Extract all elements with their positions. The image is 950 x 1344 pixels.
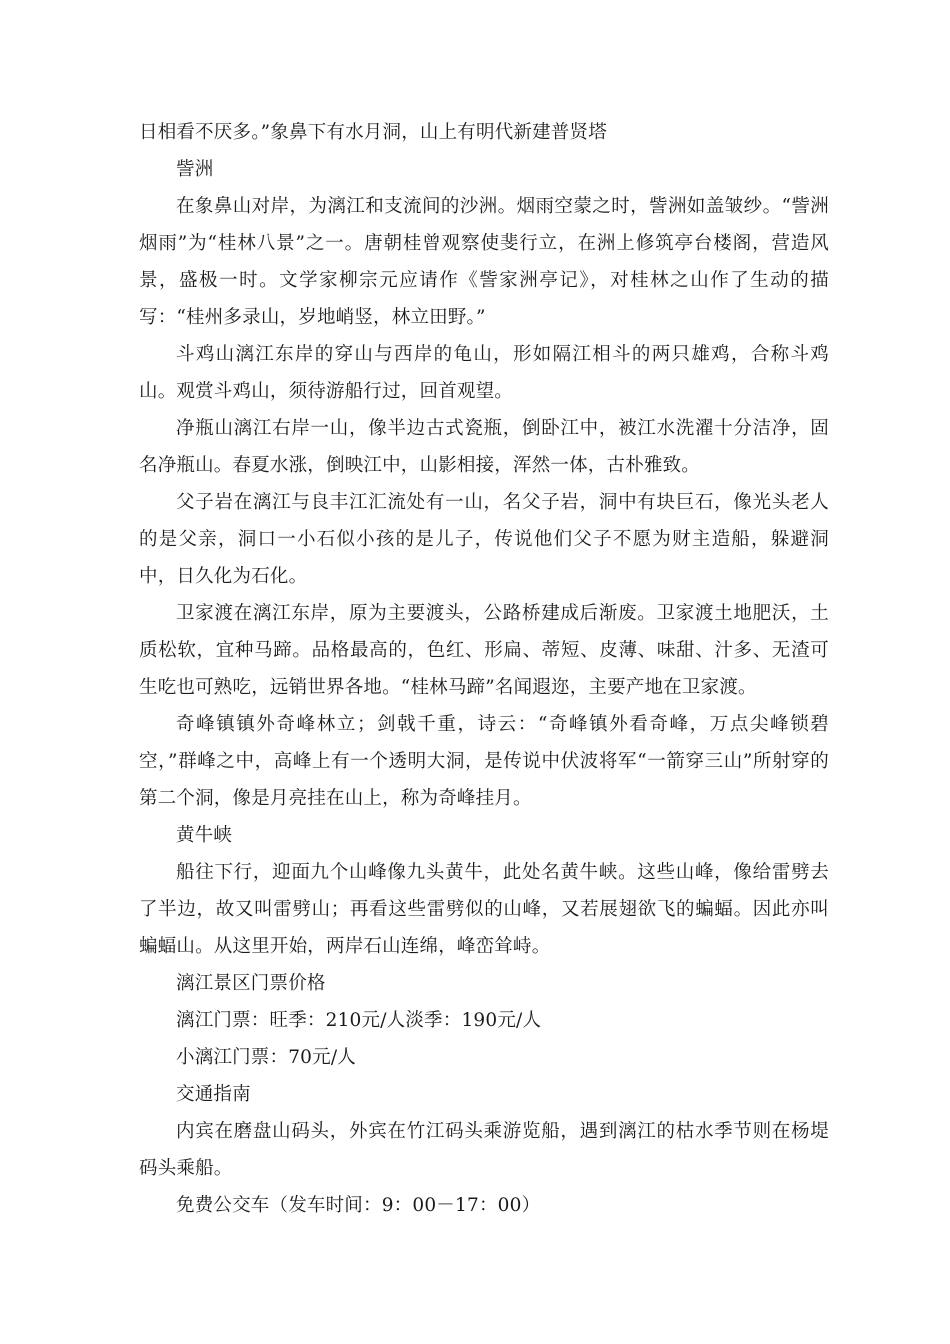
paragraph-continuation: 日相看不厌多。”象鼻下有水月洞，山上有明代新建普贤塔 [139,122,607,143]
paragraph-qifengzhen: 奇峰镇镇外奇峰林立；剑戟千重，诗云：“奇峰镇外看奇峰，万点尖峰锁碧空，”群峰之中，高峰上有一个透明大洞，是传说中伏波将军“一箭穿三山”所射穿的第二个洞，像是月亮挂在山上，称为奇峰挂月。 [139,714,829,809]
heading-zizhou: 訾洲 [176,159,214,180]
paragraph-free-bus: 免费公交车（发车时间：9：00－17：00） [176,1195,541,1216]
ticket-price-lijiang: 漓江门票：旺季：210元/人淡季：190元/人 [176,1010,542,1031]
document-page [139,114,829,1224]
paragraph-weijiadu: 卫家渡在漓江东岸，原为主要渡头，公路桥建成后渐废。卫家渡土地肥沃，土质松软，宜种马蹄。品格最高的，色红、形扁、蒂短、皮薄、味甜、汁多、无渣可生吃也可熟吃，远销世界各地。“桂林马蹄”名闻遐迩，主要产地在卫家渡。 [139,603,829,698]
paragraph-transport: 内宾在磨盘山码头，外宾在竹江码头乘游览船，遇到漓江的枯水季节则在杨堤码头乘船。 [139,1121,829,1179]
heading-huangniuxia: 黄牛峡 [176,825,233,846]
paragraph-jingpingshan: 净瓶山漓江右岸一山，像半边古式瓷瓶，倒卧江中，被江水洗濯十分洁净，固名净瓶山。春夏水涨，倒映江中，山影相接，浑然一体，古朴雅致。 [139,418,829,476]
heading-ticket-prices: 漓江景区门票价格 [176,973,326,994]
paragraph-huangniuxia: 船往下行，迎面九个山峰像九头黄牛，此处名黄牛峡。这些山峰，像给雷劈去了半边，故又叫雷劈山；再看这些雷劈似的山峰，又若展翅欲飞的蝙蝠。因此亦叫蝙蝠山。从这里开始，两岸石山连绵，峰峦耸峙。 [139,862,829,957]
ticket-price-xiaolijiang: 小漓江门票：70元/人 [176,1047,356,1068]
paragraph-doujishan: 斗鸡山漓江东岸的穿山与西岸的龟山，形如隔江相斗的两只雄鸡，合称斗鸡山。观赏斗鸡山，须待游船行过，回首观望。 [139,344,829,402]
paragraph-fuziyan: 父子岩在漓江与良丰江汇流处有一山，名父子岩，洞中有块巨石，像光头老人的是父亲，洞口一小石似小孩的是儿子，传说他们父子不愿为财主造船，躲避洞中，日久化为石化。 [139,492,829,587]
paragraph-zizhou: 在象鼻山对岸，为漓江和支流间的沙洲。烟雨空蒙之时，訾洲如盖皱纱。“訾洲烟雨”为“桂林八景”之一。唐朝桂曾观察使斐行立，在洲上修筑亭台楼阁，营造风景，盛极一时。文学家柳宗元应请作《訾家洲亭记》，对桂林之山作了生动的描写：“桂州多录山，岁地峭竖，林立田野。” [139,196,829,328]
heading-transport-guide: 交通指南 [176,1084,251,1105]
